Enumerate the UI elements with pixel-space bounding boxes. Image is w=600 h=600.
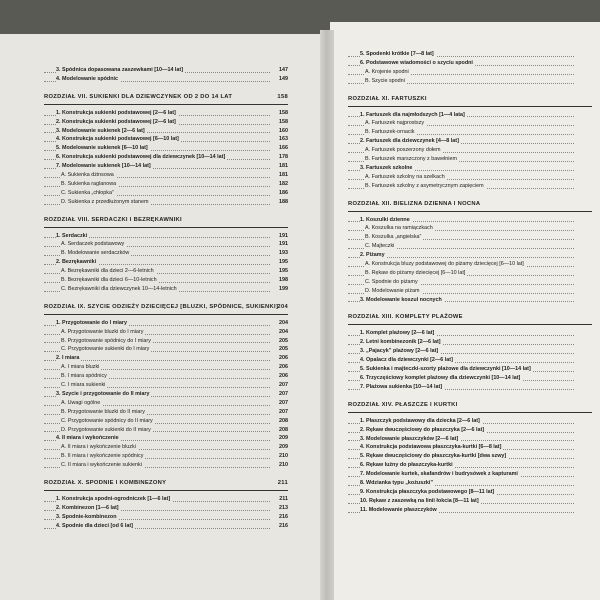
entry-page-number: 206 — [270, 372, 288, 381]
entry-title: 5. Sukienka i majteczki-szorty plażowe dla dziewczynki [10—14 lat] — [360, 366, 531, 373]
entry-page-number: 205 — [270, 345, 288, 354]
toc-subentry — [44, 171, 288, 180]
entry-title: B. Rękaw do piżamy dziecięcej [6—10 lat] — [365, 269, 466, 276]
entry-page-number: 191 — [270, 240, 288, 249]
entry-title: C. Sukienka „chłopka” — [61, 189, 114, 196]
toc-subentry — [44, 426, 288, 435]
toc-subentry — [44, 276, 288, 285]
toc-subentry — [44, 461, 288, 470]
entry-title: 11. Modelowanie płaszczyków — [360, 506, 437, 513]
toc-subentry — [44, 408, 288, 417]
entry-page-number: 206 — [270, 363, 288, 372]
entry-title: 4. Modelowanie spódnic — [56, 75, 119, 82]
entry-title: 1. Przygotowanie do I miary — [56, 319, 127, 326]
toc-entry — [44, 109, 288, 118]
toc-subentry — [348, 233, 592, 242]
toc-subentry — [44, 443, 288, 452]
toc-subentry — [44, 417, 288, 426]
entry-title: B. Szycie spodni — [365, 77, 405, 84]
entry-page-number: 198 — [270, 276, 288, 285]
entry-title: B. Przygotowanie spódnicy do I miary — [61, 337, 151, 344]
toc-subentry — [44, 285, 288, 294]
entry-title: 4. Spodnie dla dzieci [od 6 lat] — [56, 522, 133, 529]
toc-entry — [348, 488, 592, 497]
chapter-page-number: 204 — [277, 303, 288, 310]
toc-entry — [348, 417, 592, 426]
toc-subentry — [44, 198, 288, 207]
toc-subentry — [348, 128, 592, 137]
entry-title: A. Fartuszek szkolny na szelkach — [365, 173, 445, 180]
chapter-heading — [44, 303, 288, 315]
entry-title: 4. II miara i wykończenie — [56, 435, 119, 442]
entry-page-number: 181 — [270, 171, 288, 180]
toc-entry — [44, 135, 288, 144]
chapter-title: ROZDZIAŁ XIV. PŁASZCZE I KURTKI — [348, 401, 458, 408]
toc-entry — [348, 426, 592, 435]
entry-title: A. Przygotowanie bluzki do I miary — [61, 328, 144, 335]
entry-page-number: 208 — [270, 417, 288, 426]
entry-title: A. Fartuszek najprostszy — [365, 120, 425, 127]
entry-title: C. II miara i wykończenie sukienki — [61, 462, 142, 469]
toc-entry — [348, 374, 592, 383]
entry-page-number: 205 — [270, 337, 288, 346]
toc-subentry — [44, 399, 288, 408]
entry-title: B. I miara spódnicy — [61, 373, 107, 380]
entry-title: 4. Opalacz dla dziewczynki [2—6 lat] — [360, 357, 453, 364]
entry-title: 8. Wdzianka typu „kożuszki” — [360, 479, 434, 486]
toc-entry — [348, 329, 592, 338]
toc-entry — [44, 504, 288, 513]
toc-entry — [44, 354, 288, 363]
entry-page-number: 211 — [270, 495, 288, 504]
toc-subentry — [44, 452, 288, 461]
toc-subentry — [348, 269, 592, 278]
entry-title: 2. Kombinezon [1—6 lat] — [56, 504, 119, 511]
chapter-heading — [44, 93, 288, 105]
entry-title: A. Sukienka dżinsowa — [61, 172, 114, 179]
entry-page-number: 210 — [270, 461, 288, 470]
toc-subentry — [44, 363, 288, 372]
entry-title: 7. Modelowanie sukienek [10—14 lat] — [56, 163, 151, 170]
toc-entry — [348, 356, 592, 365]
toc-entry — [348, 479, 592, 488]
entry-title: 3. Spodnie-kombinezon — [56, 513, 117, 520]
entry-page-number: 178 — [270, 153, 288, 162]
toc-entry — [348, 506, 592, 515]
entry-title: D. Modelowanie piżam — [365, 287, 420, 294]
toc-entry — [348, 296, 592, 305]
entry-title: 6. Rękaw luźny do płaszczyka-kurtki — [360, 462, 453, 469]
entry-title: A. Konstrukcja bluzy podstawowej do piżamy dziecięcej [6—10 lat] — [365, 261, 524, 268]
entry-page-number: 208 — [270, 426, 288, 435]
entry-title: 6. Konstrukcja sukienki podstawowej dla dziewczynek [10—14 lat] — [56, 154, 226, 161]
toc-entry — [44, 118, 288, 127]
entry-title: C. Majteczki — [365, 243, 395, 250]
toc-entry — [44, 434, 288, 443]
toc-subentry — [348, 278, 592, 287]
toc-entry — [348, 443, 592, 452]
toc-entry — [44, 495, 288, 504]
toc-subentry — [44, 372, 288, 381]
entry-page-number: 206 — [270, 354, 288, 363]
entry-page-number: 216 — [270, 522, 288, 531]
toc-subentry — [44, 328, 288, 337]
entry-page-number: 216 — [270, 513, 288, 522]
entry-page-number: 207 — [270, 381, 288, 390]
entry-title: 2. Rękaw dwuczęściowy do płaszczyka [2—6 lat] — [360, 426, 485, 433]
entry-page-number: 207 — [270, 399, 288, 408]
toc-subentry — [44, 381, 288, 390]
entry-title: 1. Komplet plażowy [2—6 lat] — [360, 330, 435, 337]
entry-page-number: 207 — [270, 408, 288, 417]
entry-title: D. Sukienka z przedłużonym stanem — [61, 198, 149, 205]
entry-page-number: 195 — [270, 258, 288, 267]
entry-page-number: 182 — [270, 180, 288, 189]
toc-subentry — [44, 249, 288, 258]
entry-title: C. Bezrękawniki dla dziewczynek 10—14-letnich — [61, 285, 177, 292]
toc-subentry — [44, 337, 288, 346]
entry-title: 3. Fartuszek szkolne — [360, 164, 413, 171]
entry-title: B. Bezrękawniki dla dzieci 6—10-letnich — [61, 277, 157, 284]
entry-title: 3. Spódnica dopasowana zaszewkami [10—14 lat] — [56, 67, 184, 73]
toc-entry — [348, 59, 592, 68]
entry-title: D. Przygotowanie sukienki do II miary — [61, 426, 151, 433]
toc-entry — [348, 383, 592, 392]
toc-subentry — [44, 345, 288, 354]
entry-title: 2. Konstrukcja sukienki podstawowej [2—6 lat] — [56, 118, 176, 125]
entry-title: A. Uwagi ogólne — [61, 399, 101, 406]
toc-subentry — [348, 242, 592, 251]
entry-title: B. Fartuszek szkolny z asymetrycznym zapięciem — [365, 182, 484, 189]
entry-page-number: 149 — [270, 75, 288, 84]
chapter-title: ROZDZIAŁ VII. SUKIENKI DLA DZIEWCZYNEK OD 2 DO 14 LAT — [44, 93, 233, 100]
entry-title: 6. Podstawowe wiadomości o szyciu spodni — [360, 59, 473, 66]
entry-title: B. Fartuszek marszczony z bawełniem — [365, 156, 457, 163]
toc-entry — [44, 66, 288, 75]
entry-page-number: 191 — [270, 232, 288, 241]
entry-title: 3. Modelowanie sukienek [2—6 lat] — [56, 127, 145, 134]
entry-page-number: 193 — [270, 249, 288, 258]
toc-subentry — [44, 267, 288, 276]
entry-page-number: 158 — [270, 109, 288, 118]
entry-title: A. I miara bluzki — [61, 364, 100, 371]
entry-title: 3. „Pajacyk” plażowy [2—6 lat] — [360, 348, 439, 355]
chapter-page-number: 158 — [277, 93, 288, 100]
entry-page-number: 195 — [270, 267, 288, 276]
chapter-heading — [348, 313, 592, 325]
entry-page-number: 181 — [270, 162, 288, 171]
entry-title: 1. Płaszczyk podstawowy dla dziecka [2—6 lat] — [360, 417, 480, 424]
entry-title: C. Przygotowanie spódnicy do II miary — [61, 417, 153, 424]
entry-title: 4. Konstrukcja podstawowa płaszczyka-kurtki [6—8 lat] — [360, 444, 502, 451]
toc-entry — [348, 251, 592, 260]
right-page — [330, 22, 600, 600]
chapter-title: ROZDZIAŁ XI. FARTUSZKI — [348, 95, 427, 102]
toc-entry — [348, 137, 592, 146]
toc-entry — [348, 470, 592, 479]
entry-title: 1. Konstrukcja spodni-ogrodniczek [1—6 lat] — [56, 495, 171, 502]
entry-title: B. Modelowanie serdaczków — [61, 250, 130, 257]
entry-title: 1. Fartuszek dla najmłodszych [1—4 lata] — [360, 111, 465, 118]
entry-title: 5. Rękaw dwuczęściowy do płaszczyka-kurtki [dwa szwy] — [360, 453, 507, 460]
entry-title: 2. Letni kombinezonik [2—6 lat] — [360, 339, 441, 346]
entry-title: 3. Modelowanie płaszczyków [2—6 lat] — [360, 435, 459, 442]
toc-entry — [44, 127, 288, 136]
entry-title: 2. Fartuszek dla dziewczynek [4—8 lat] — [360, 138, 459, 145]
chapter-title: ROZDZIAŁ XIII. KOMPLETY PLAŻOWE — [348, 314, 463, 321]
toc-subentry — [348, 68, 592, 77]
entry-title: 3. Szycie i przygotowanie do II miary — [56, 390, 150, 397]
toc-entry — [348, 164, 592, 173]
entry-title: B. Sukienka raglanowa — [61, 180, 117, 187]
toc-subentry — [348, 119, 592, 128]
entry-title: 3. Modelowanie koszul nocnych — [360, 296, 442, 303]
toc-subentry — [348, 182, 592, 191]
entry-title: 10. Rękaw z zaszewką na linii łokcia [8—11 lat] — [360, 497, 479, 504]
entry-title: 1. Koszulki dzienne — [360, 216, 410, 223]
entry-page-number: 213 — [270, 504, 288, 513]
toc-entry — [44, 75, 288, 84]
toc-subentry — [348, 146, 592, 155]
entry-title: A. Fartuszek poszerzony dołem — [365, 147, 441, 154]
entry-page-number: 209 — [270, 434, 288, 443]
toc-entry — [348, 216, 592, 225]
entry-page-number: 160 — [270, 127, 288, 136]
toc-entry — [44, 522, 288, 531]
entry-page-number: 186 — [270, 189, 288, 198]
toc-subentry — [348, 224, 592, 233]
chapter-title: ROZDZIAŁ XII. BIELIZNA DZIENNA I NOCNA — [348, 200, 481, 207]
entry-title: 7. Modelowanie kurtek, skafandrów i budrysówek z kapturami — [360, 471, 518, 478]
left-page — [0, 34, 328, 600]
chapter-heading — [44, 479, 288, 491]
toc-entry — [348, 347, 592, 356]
toc-entry — [44, 258, 288, 267]
toc-entry — [348, 461, 592, 470]
entry-title: A. Serdaczek podstawowy — [61, 241, 125, 248]
entry-title: 2. Bezrękawniki — [56, 259, 97, 266]
entry-title: B. Przygotowanie bluzki do II miary — [61, 408, 145, 415]
entry-page-number: 209 — [270, 443, 288, 452]
entry-title: A. Bezrękawniki dla dzieci 2—6-letnich — [61, 268, 154, 275]
toc-entry — [348, 365, 592, 374]
toc-entry — [44, 162, 288, 171]
toc-subentry — [348, 77, 592, 86]
entry-page-number: 204 — [270, 319, 288, 328]
entry-title: C. I miara sukienki — [61, 382, 106, 389]
entry-title: A. Koszulka na ramiączkach — [365, 225, 433, 232]
toc-subentry — [348, 260, 592, 269]
entry-title: B. II miara i wykończenie spódnicy — [61, 453, 144, 460]
toc-entry — [348, 452, 592, 461]
entry-title: 2. I miara — [56, 355, 80, 362]
toc-entry — [44, 390, 288, 399]
toc-entry — [44, 153, 288, 162]
entry-page-number: 158 — [270, 118, 288, 127]
toc-entry — [348, 435, 592, 444]
entry-title: 2. Piżamy — [360, 252, 385, 259]
entry-title: C. Przygotowanie sukienki do I miary — [61, 346, 150, 353]
entry-title: 6. Trzyczęściowy komplet plażowy dla dziewczynki [10—14 lat] — [360, 374, 521, 381]
book-spine — [320, 30, 334, 600]
entry-page-number: 199 — [270, 285, 288, 294]
entry-title: 9. Konstrukcja płaszczyka podstawowego [8—11 lat] — [360, 488, 495, 495]
toc-subentry — [44, 240, 288, 249]
chapter-title: ROZDZIAŁ X. SPODNIE I KOMBINEZONY — [44, 479, 167, 486]
entry-title: B. Fartuszek-ornacik — [365, 129, 415, 136]
chapter-title: ROZDZIAŁ IX. SZYCIE ODZIEŻY DZIECIĘCEJ [BLUZKI, SPÓDNICE, SUKIENKI] — [44, 303, 279, 310]
entry-page-number: 147 — [270, 66, 288, 75]
toc-entry — [44, 513, 288, 522]
toc-entry — [44, 144, 288, 153]
toc-entry — [44, 319, 288, 328]
entry-page-number: 204 — [270, 328, 288, 337]
entry-title: 1. Serdaczki — [56, 232, 88, 239]
entry-title: 1. Konstrukcja sukienki podstawowej [2—6 lat] — [56, 109, 176, 116]
toc-subentry — [348, 287, 592, 296]
entry-title: 5. Spodenki krótkie [7—8 lat] — [360, 51, 434, 57]
entry-title: A. II miara i wykończenie bluzki — [61, 444, 136, 451]
chapter-heading — [348, 95, 592, 107]
toc-entry — [348, 497, 592, 506]
toc-entry — [348, 338, 592, 347]
toc-subentry — [348, 155, 592, 164]
chapter-title: ROZDZIAŁ VIII. SERDACZKI I BEZRĘKAWNIKI — [44, 216, 182, 223]
entry-title: C. Spodnie do piżamy — [365, 278, 418, 285]
entry-page-number: 207 — [270, 390, 288, 399]
right-toc-column — [348, 50, 592, 515]
entry-title: 7. Plażowa sukienka [10—14 lat] — [360, 383, 443, 390]
toc-entry — [348, 111, 592, 120]
entry-page-number: 188 — [270, 198, 288, 207]
chapter-heading — [44, 216, 288, 228]
left-toc-column — [44, 66, 288, 531]
entry-title: A. Krojenie spodni — [365, 68, 409, 75]
entry-title: B. Koszulka „angielska” — [365, 234, 422, 241]
chapter-page-number: 211 — [277, 479, 288, 486]
entry-page-number: 163 — [270, 135, 288, 144]
chapter-heading — [348, 401, 592, 413]
toc-entry — [348, 50, 592, 59]
toc-entry — [44, 232, 288, 241]
entry-page-number: 166 — [270, 144, 288, 153]
entry-page-number: 210 — [270, 452, 288, 461]
toc-subentry — [44, 189, 288, 198]
entry-title: 4. Konstrukcja sukienki podstawowej [6—10 lat] — [56, 136, 179, 143]
toc-subentry — [348, 173, 592, 182]
entry-title: 5. Modelowanie sukienek [6—10 lat] — [56, 145, 148, 152]
chapter-heading — [348, 200, 592, 212]
toc-subentry — [44, 180, 288, 189]
